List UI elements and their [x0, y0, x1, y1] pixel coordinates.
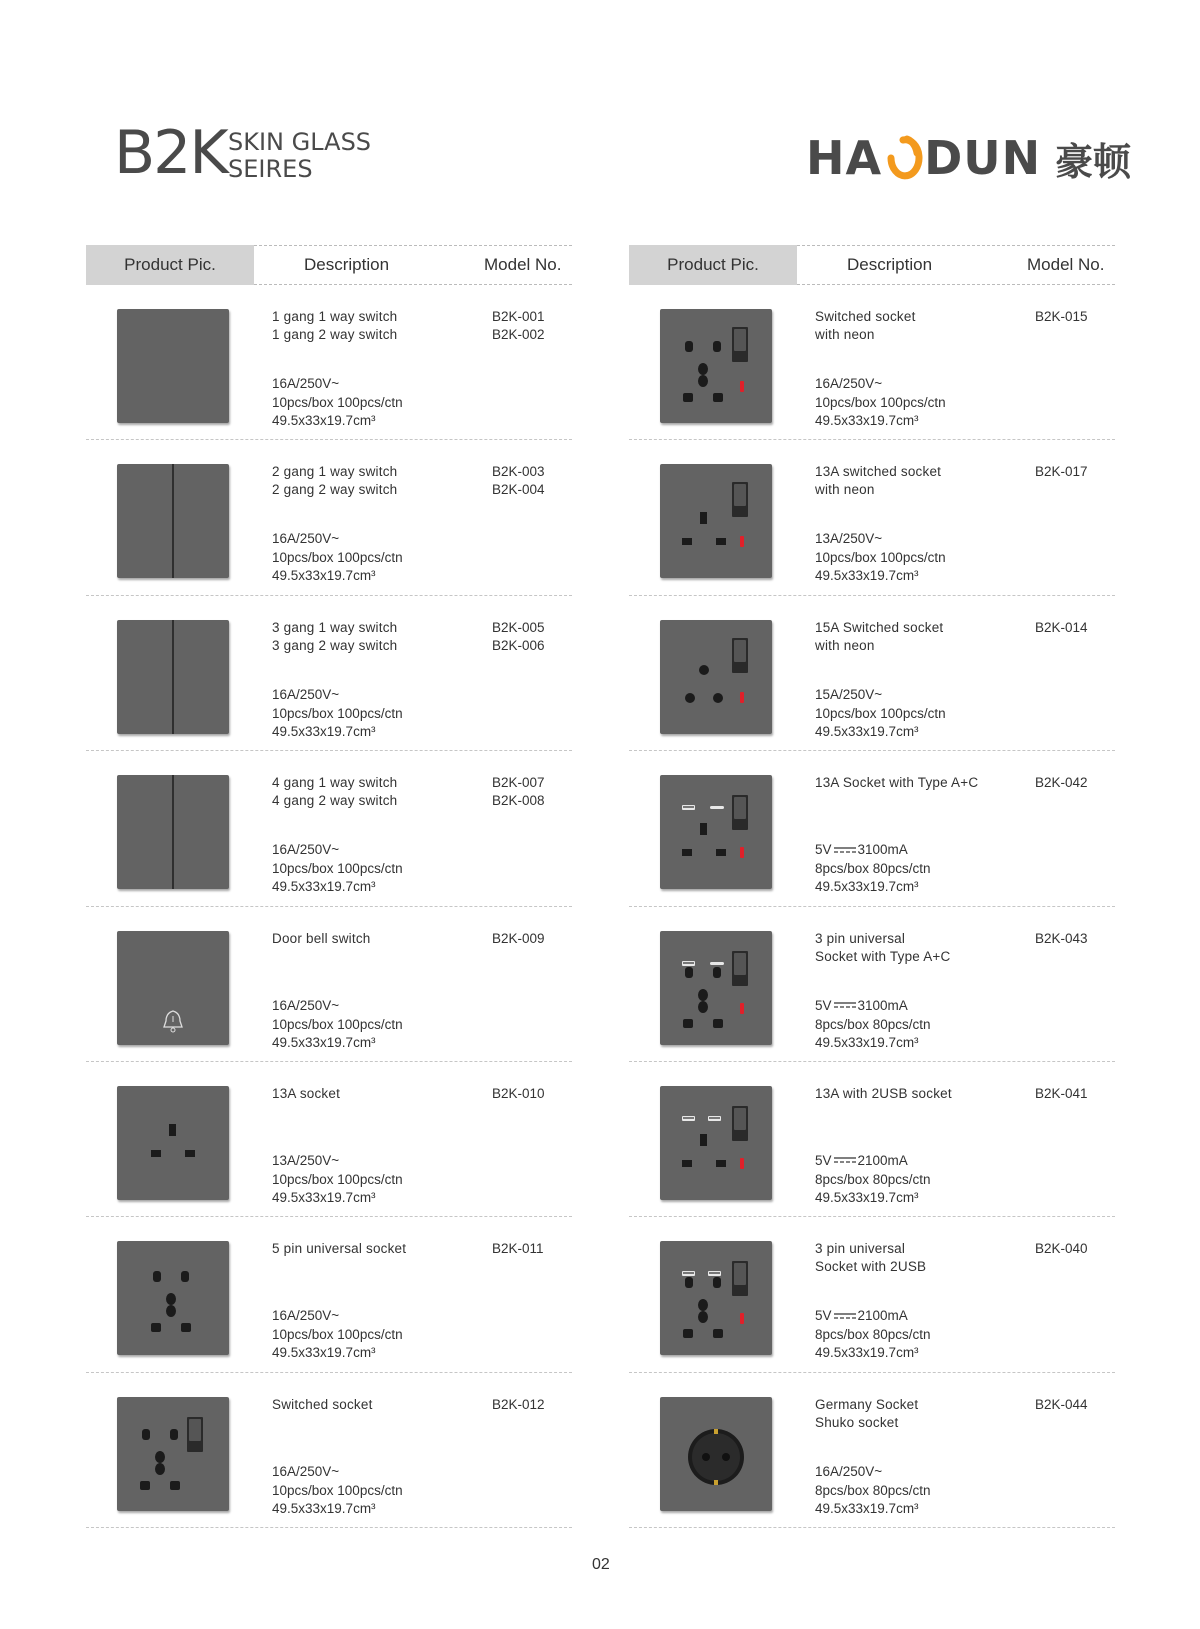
carton-size: 49.5x33x19.7cm³ — [272, 1345, 376, 1361]
electrical-rating: 5V 2100mA — [815, 1308, 908, 1324]
table-header — [86, 245, 572, 285]
packing-quantity: 10pcs/box 100pcs/ctn — [272, 1016, 403, 1032]
electrical-rating: 16A/250V~ — [272, 1463, 340, 1479]
product-description: 15A Switched socket — [815, 619, 944, 635]
product-row — [86, 440, 572, 595]
product-description: 2 gang 1 way switch — [272, 464, 398, 480]
model-number-2: B2K-006 — [492, 637, 545, 653]
model-number-2: B2K-008 — [492, 793, 545, 809]
product-row — [629, 285, 1115, 440]
product-description-line2: 2 gang 2 way switch — [272, 482, 398, 498]
3-gang-switch-image — [117, 620, 229, 734]
model-number: B2K-042 — [1035, 775, 1088, 791]
product-description: Switched socket — [272, 1396, 373, 1412]
packing-quantity: 10pcs/box 100pcs/ctn — [272, 550, 403, 566]
door-bell-switch-image — [117, 931, 229, 1045]
product-row — [629, 1062, 1115, 1217]
column-header-pic: Product Pic. — [629, 245, 797, 285]
product-row — [86, 1373, 572, 1528]
column-header-description: Description — [847, 255, 933, 274]
column-header-model: Model No. — [484, 255, 562, 274]
packing-quantity: 8pcs/box 80pcs/ctn — [815, 1016, 931, 1032]
product-table-right — [629, 245, 1115, 1528]
model-number: B2K-007 — [492, 775, 545, 791]
product-description-line2: 4 gang 2 way switch — [272, 793, 398, 809]
model-number: B2K-043 — [1035, 930, 1088, 946]
electrical-rating: 15A/250V~ — [815, 686, 883, 702]
carton-size: 49.5x33x19.7cm³ — [272, 879, 376, 895]
product-description: 3 pin universal — [815, 1241, 906, 1257]
packing-quantity: 10pcs/box 100pcs/ctn — [272, 1327, 403, 1343]
product-description: 5 pin universal socket — [272, 1241, 407, 1257]
carton-size: 49.5x33x19.7cm³ — [815, 1500, 919, 1516]
page-number: 02 — [592, 1556, 610, 1573]
packing-quantity: 8pcs/box 80pcs/ctn — [815, 1327, 931, 1343]
packing-quantity: 10pcs/box 100pcs/ctn — [272, 705, 403, 721]
carton-size: 49.5x33x19.7cm³ — [815, 1345, 919, 1361]
product-description-line2: with neon — [815, 637, 875, 653]
product-row — [629, 440, 1115, 595]
model-number: B2K-009 — [492, 930, 545, 946]
packing-quantity: 10pcs/box 100pcs/ctn — [272, 1171, 403, 1187]
model-number: B2K-011 — [492, 1241, 544, 1257]
packing-quantity: 8pcs/box 80pcs/ctn — [815, 861, 931, 877]
2-gang-switch-image — [117, 464, 229, 578]
product-row — [86, 1217, 572, 1372]
product-row — [629, 751, 1115, 906]
electrical-rating: 5V 3100mA — [815, 997, 908, 1013]
product-row — [629, 1217, 1115, 1372]
product-row — [86, 751, 572, 906]
carton-size: 49.5x33x19.7cm³ — [815, 723, 919, 739]
product-description: Door bell switch — [272, 930, 371, 946]
packing-quantity: 8pcs/box 80pcs/ctn — [815, 1171, 931, 1187]
product-description: 1 gang 1 way switch — [272, 309, 398, 324]
model-number: B2K-040 — [1035, 1241, 1088, 1257]
product-row — [629, 1373, 1115, 1528]
packing-quantity: 10pcs/box 100pcs/ctn — [815, 395, 946, 410]
carton-size: 49.5x33x19.7cm³ — [272, 568, 376, 584]
series-name-line1: SKIN GLASS — [228, 128, 372, 156]
product-description: Germany Socket — [815, 1396, 919, 1412]
column-header-pic: Product Pic. — [86, 245, 254, 285]
product-row — [86, 285, 572, 440]
product-description-line2: Shuko socket — [815, 1414, 899, 1430]
electrical-rating: 16A/250V~ — [272, 686, 340, 702]
schuko-socket-image — [660, 1397, 772, 1511]
1-gang-switch-image — [117, 309, 229, 423]
page-header — [0, 0, 1200, 220]
universal-switched-neon-socket-image — [660, 309, 772, 423]
electrical-rating: 5V 3100mA — [815, 842, 908, 858]
packing-quantity: 8pcs/box 80pcs/ctn — [815, 1482, 931, 1498]
universal-2usb-socket-image — [660, 1241, 772, 1355]
column-header-description: Description — [304, 255, 390, 274]
model-number-2: B2K-002 — [492, 327, 545, 342]
carton-size: 49.5x33x19.7cm³ — [272, 1189, 376, 1205]
carton-size: 49.5x33x19.7cm³ — [815, 568, 919, 584]
product-description-line2: with neon — [815, 327, 875, 342]
5-pin-universal-socket-image — [117, 1241, 229, 1355]
product-description: 3 pin universal — [815, 930, 906, 946]
product-description: 3 gang 1 way switch — [272, 619, 398, 635]
electrical-rating: 16A/250V~ — [272, 1308, 340, 1324]
packing-quantity: 10pcs/box 100pcs/ctn — [815, 550, 946, 566]
carton-size: 49.5x33x19.7cm³ — [272, 413, 376, 428]
packing-quantity: 10pcs/box 100pcs/ctn — [815, 705, 946, 721]
universal-socket-type-ac-image — [660, 931, 772, 1045]
product-description-line2: with neon — [815, 482, 875, 498]
carton-size: 49.5x33x19.7cm³ — [815, 413, 919, 428]
model-number: B2K-005 — [492, 619, 545, 635]
product-description-line2: Socket with 2USB — [815, 1259, 927, 1275]
dc-symbol-icon — [834, 1312, 856, 1320]
13a-socket-image — [117, 1086, 229, 1200]
electrical-rating: 16A/250V~ — [272, 531, 340, 547]
product-description: 4 gang 1 way switch — [272, 775, 398, 791]
15a-switched-neon-socket-image — [660, 620, 772, 734]
carton-size: 49.5x33x19.7cm³ — [272, 1034, 376, 1050]
model-number: B2K-017 — [1035, 464, 1088, 480]
model-number: B2K-001 — [492, 309, 545, 324]
series-name-line2: SEIRES — [228, 155, 313, 183]
product-description: 13A switched socket — [815, 464, 942, 480]
brand-name-part2: DUN — [924, 131, 1042, 185]
table-header — [629, 245, 1115, 285]
dc-symbol-icon — [834, 846, 856, 854]
electrical-rating: 16A/250V~ — [272, 842, 340, 858]
electrical-rating: 13A/250V~ — [815, 531, 883, 547]
product-row — [86, 1062, 572, 1217]
brand-name-chinese: 豪顿 — [1055, 139, 1132, 184]
product-row — [86, 907, 572, 1062]
model-number: B2K-010 — [492, 1085, 545, 1101]
carton-size: 49.5x33x19.7cm³ — [815, 879, 919, 895]
product-description: 13A socket — [272, 1085, 341, 1101]
model-number: B2K-014 — [1035, 619, 1088, 635]
electrical-rating: 16A/250V~ — [272, 376, 340, 391]
brand-o-icon — [883, 135, 923, 181]
electrical-rating: 13A/250V~ — [272, 1152, 340, 1168]
product-description-line2: 1 gang 2 way switch — [272, 327, 398, 342]
product-description: 13A with 2USB socket — [815, 1085, 952, 1101]
brand-logo — [806, 128, 1131, 188]
packing-quantity: 10pcs/box 100pcs/ctn — [272, 1482, 403, 1498]
packing-quantity: 10pcs/box 100pcs/ctn — [272, 395, 403, 410]
model-number: B2K-015 — [1035, 309, 1088, 324]
product-table-left — [86, 245, 572, 1528]
series-code: B2K — [114, 118, 227, 188]
product-description: 13A Socket with Type A+C — [815, 775, 979, 791]
carton-size: 49.5x33x19.7cm³ — [272, 1500, 376, 1516]
model-number: B2K-003 — [492, 464, 545, 480]
model-number: B2K-012 — [492, 1396, 545, 1412]
product-row — [629, 907, 1115, 1062]
electrical-rating: 16A/250V~ — [272, 997, 340, 1013]
switched-universal-socket-image — [117, 1397, 229, 1511]
electrical-rating: 16A/250V~ — [815, 1463, 883, 1479]
product-description-line2: Socket with Type A+C — [815, 948, 951, 964]
brand-name-part1: HA — [806, 131, 883, 185]
carton-size: 49.5x33x19.7cm³ — [272, 723, 376, 739]
dc-symbol-icon — [834, 1156, 856, 1164]
column-header-model: Model No. — [1027, 255, 1105, 274]
carton-size: 49.5x33x19.7cm³ — [815, 1034, 919, 1050]
product-row — [86, 596, 572, 751]
product-description: Switched socket — [815, 309, 916, 324]
13a-switched-neon-socket-image — [660, 464, 772, 578]
packing-quantity: 10pcs/box 100pcs/ctn — [272, 861, 403, 877]
4-gang-switch-image — [117, 775, 229, 889]
carton-size: 49.5x33x19.7cm³ — [815, 1189, 919, 1205]
dc-symbol-icon — [834, 1001, 856, 1009]
13a-socket-type-ac-image — [660, 775, 772, 889]
model-number-2: B2K-004 — [492, 482, 545, 498]
model-number: B2K-041 — [1035, 1085, 1088, 1101]
model-number: B2K-044 — [1035, 1396, 1088, 1412]
product-row — [629, 596, 1115, 751]
13a-2usb-socket-image — [660, 1086, 772, 1200]
product-description-line2: 3 gang 2 way switch — [272, 637, 398, 653]
electrical-rating: 16A/250V~ — [815, 376, 883, 391]
electrical-rating: 5V 2100mA — [815, 1152, 908, 1168]
